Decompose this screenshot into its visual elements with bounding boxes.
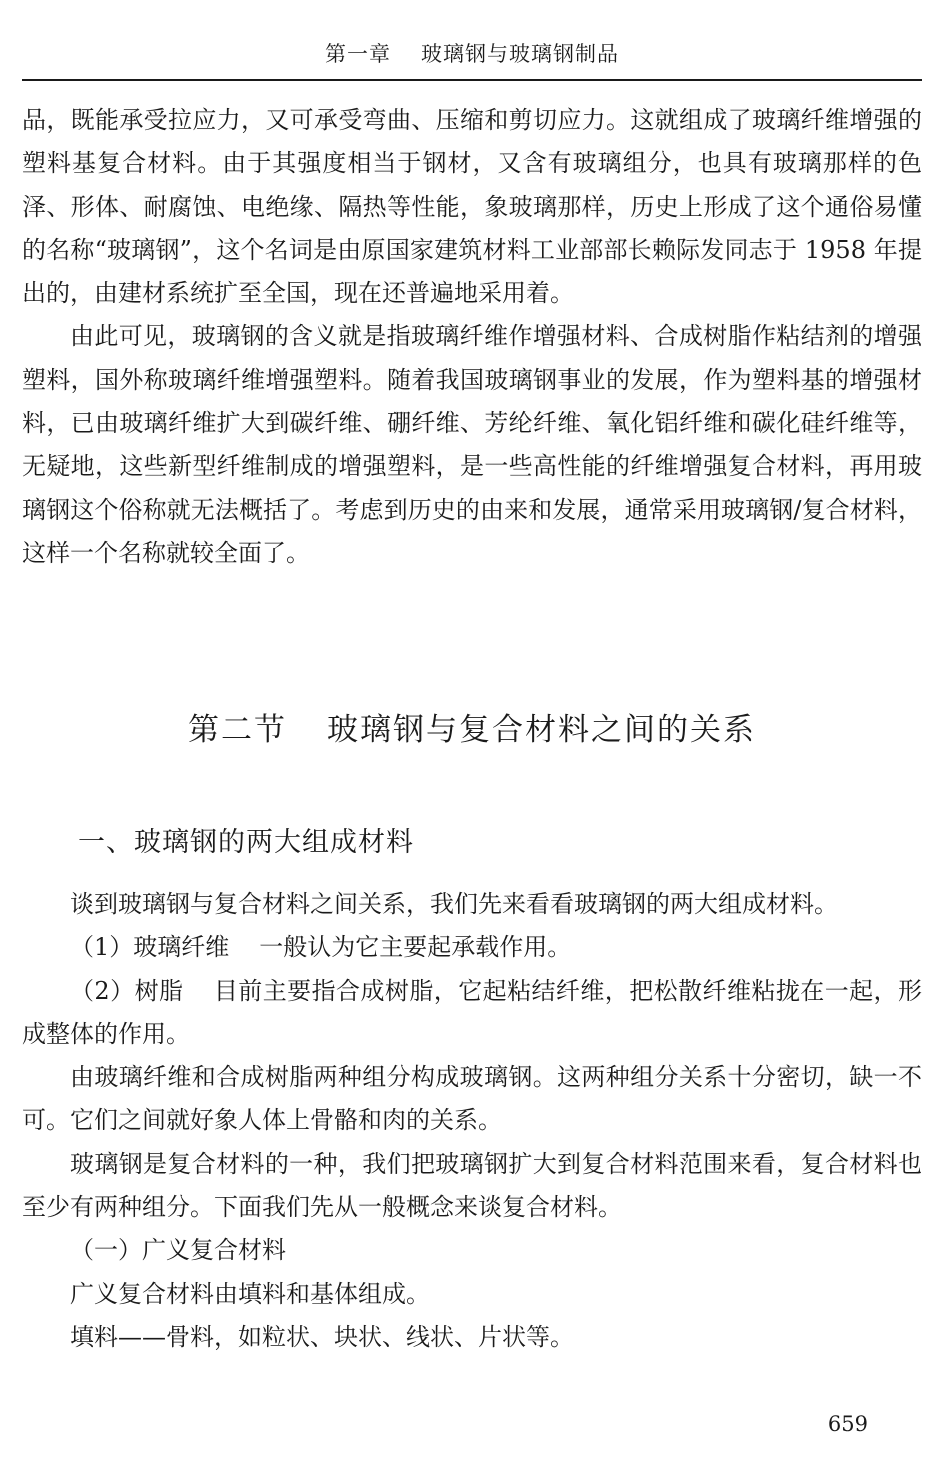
list-item-resin-text: 目前主要指合成树脂，它起粘结纤维，把松散纤维粘拢在一起，形成整体的作用。 [22, 976, 922, 1048]
paragraph-filler-definition: 填料——骨料，如粒状、块状、线状、片状等。 [70, 1322, 574, 1351]
intro-text-block [22, 99, 922, 575]
page-number: 659 [827, 1412, 868, 1436]
paragraph-intro-components: 谈到玻璃钢与复合材料之间关系，我们先来看看玻璃钢的两大组成材料。 [70, 890, 838, 918]
subsection-heading: 一、玻璃钢的两大组成材料 [78, 827, 414, 858]
list-item-resin-label: （2）树脂 [70, 976, 184, 1005]
paragraph-two-components: 由玻璃纤维和合成树脂两种组分构成玻璃钢。这两种组分关系十分密切，缺一不可。它们之间就好象人体上骨骼和肉的关系。 [22, 1063, 922, 1135]
running-head-chapter: 第一章 [325, 42, 391, 66]
section-number: 第二节 [188, 712, 287, 748]
paragraph-composite-scope: 玻璃钢是复合材料的一种，我们把玻璃钢扩大到复合材料范围来看，复合材料也至少有两种组分。下面我们先从一般概念来谈复合材料。 [22, 1149, 922, 1222]
header-rule [22, 79, 922, 81]
section-title [22, 704, 922, 749]
running-head-title: 玻璃钢与玻璃钢制品 [421, 42, 619, 66]
intro-paragraph-meaning: 由此可见，玻璃钢的含义就是指玻璃纤维作增强材料、合成树脂作粘结剂的增强塑料，国外称玻璃纤维增强塑料。随着我国玻璃钢事业的发展，作为塑料基的增强材料，已由玻璃纤维扩大到碳纤维、硼纤维、芳纶纤维、氧化铝纤维和碳化硅纤维等，无疑地，这些新型纤维制成的增强塑料，是一些高性能的纤维增强复合材料，再用玻璃钢这个俗称就无法概括了。考虑到历史的由来和发展，通常采用玻璃钢/复合材料，这样一个名称就较全面了。 [22, 322, 922, 567]
section-text-block [22, 883, 922, 1359]
running-head [22, 38, 922, 68]
list-item-glass-fiber-label: （1）玻璃纤维 [70, 933, 230, 962]
paragraph-generalized-definition: 广义复合材料由填料和基体组成。 [70, 1279, 430, 1308]
heading-generalized-composite: （一）广义复合材料 [70, 1236, 286, 1265]
list-item-glass-fiber [22, 926, 922, 969]
section-title-text: 玻璃钢与复合材料之间的关系 [327, 712, 756, 748]
list-item-resin [22, 970, 922, 1057]
intro-paragraph-continued: 品，既能承受拉应力，又可承受弯曲、压缩和剪切应力。这就组成了玻璃纤维增强的塑料基复合材料。由于其强度相当于钢材，又含有玻璃组分，也具有玻璃那样的色泽、形体、耐腐蚀、电绝缘、隔热等性能，象玻璃那样，历史上形成了这个通俗易懂的名称“玻璃钢”，这个名词是由原国家建筑材料工业部部长赖际发同志于 1958 年提出的，由建材系统扩至全国，现在还普遍地采用着。 [22, 106, 922, 308]
list-item-glass-fiber-text: 一般认为它主要起承载作用。 [259, 933, 572, 962]
